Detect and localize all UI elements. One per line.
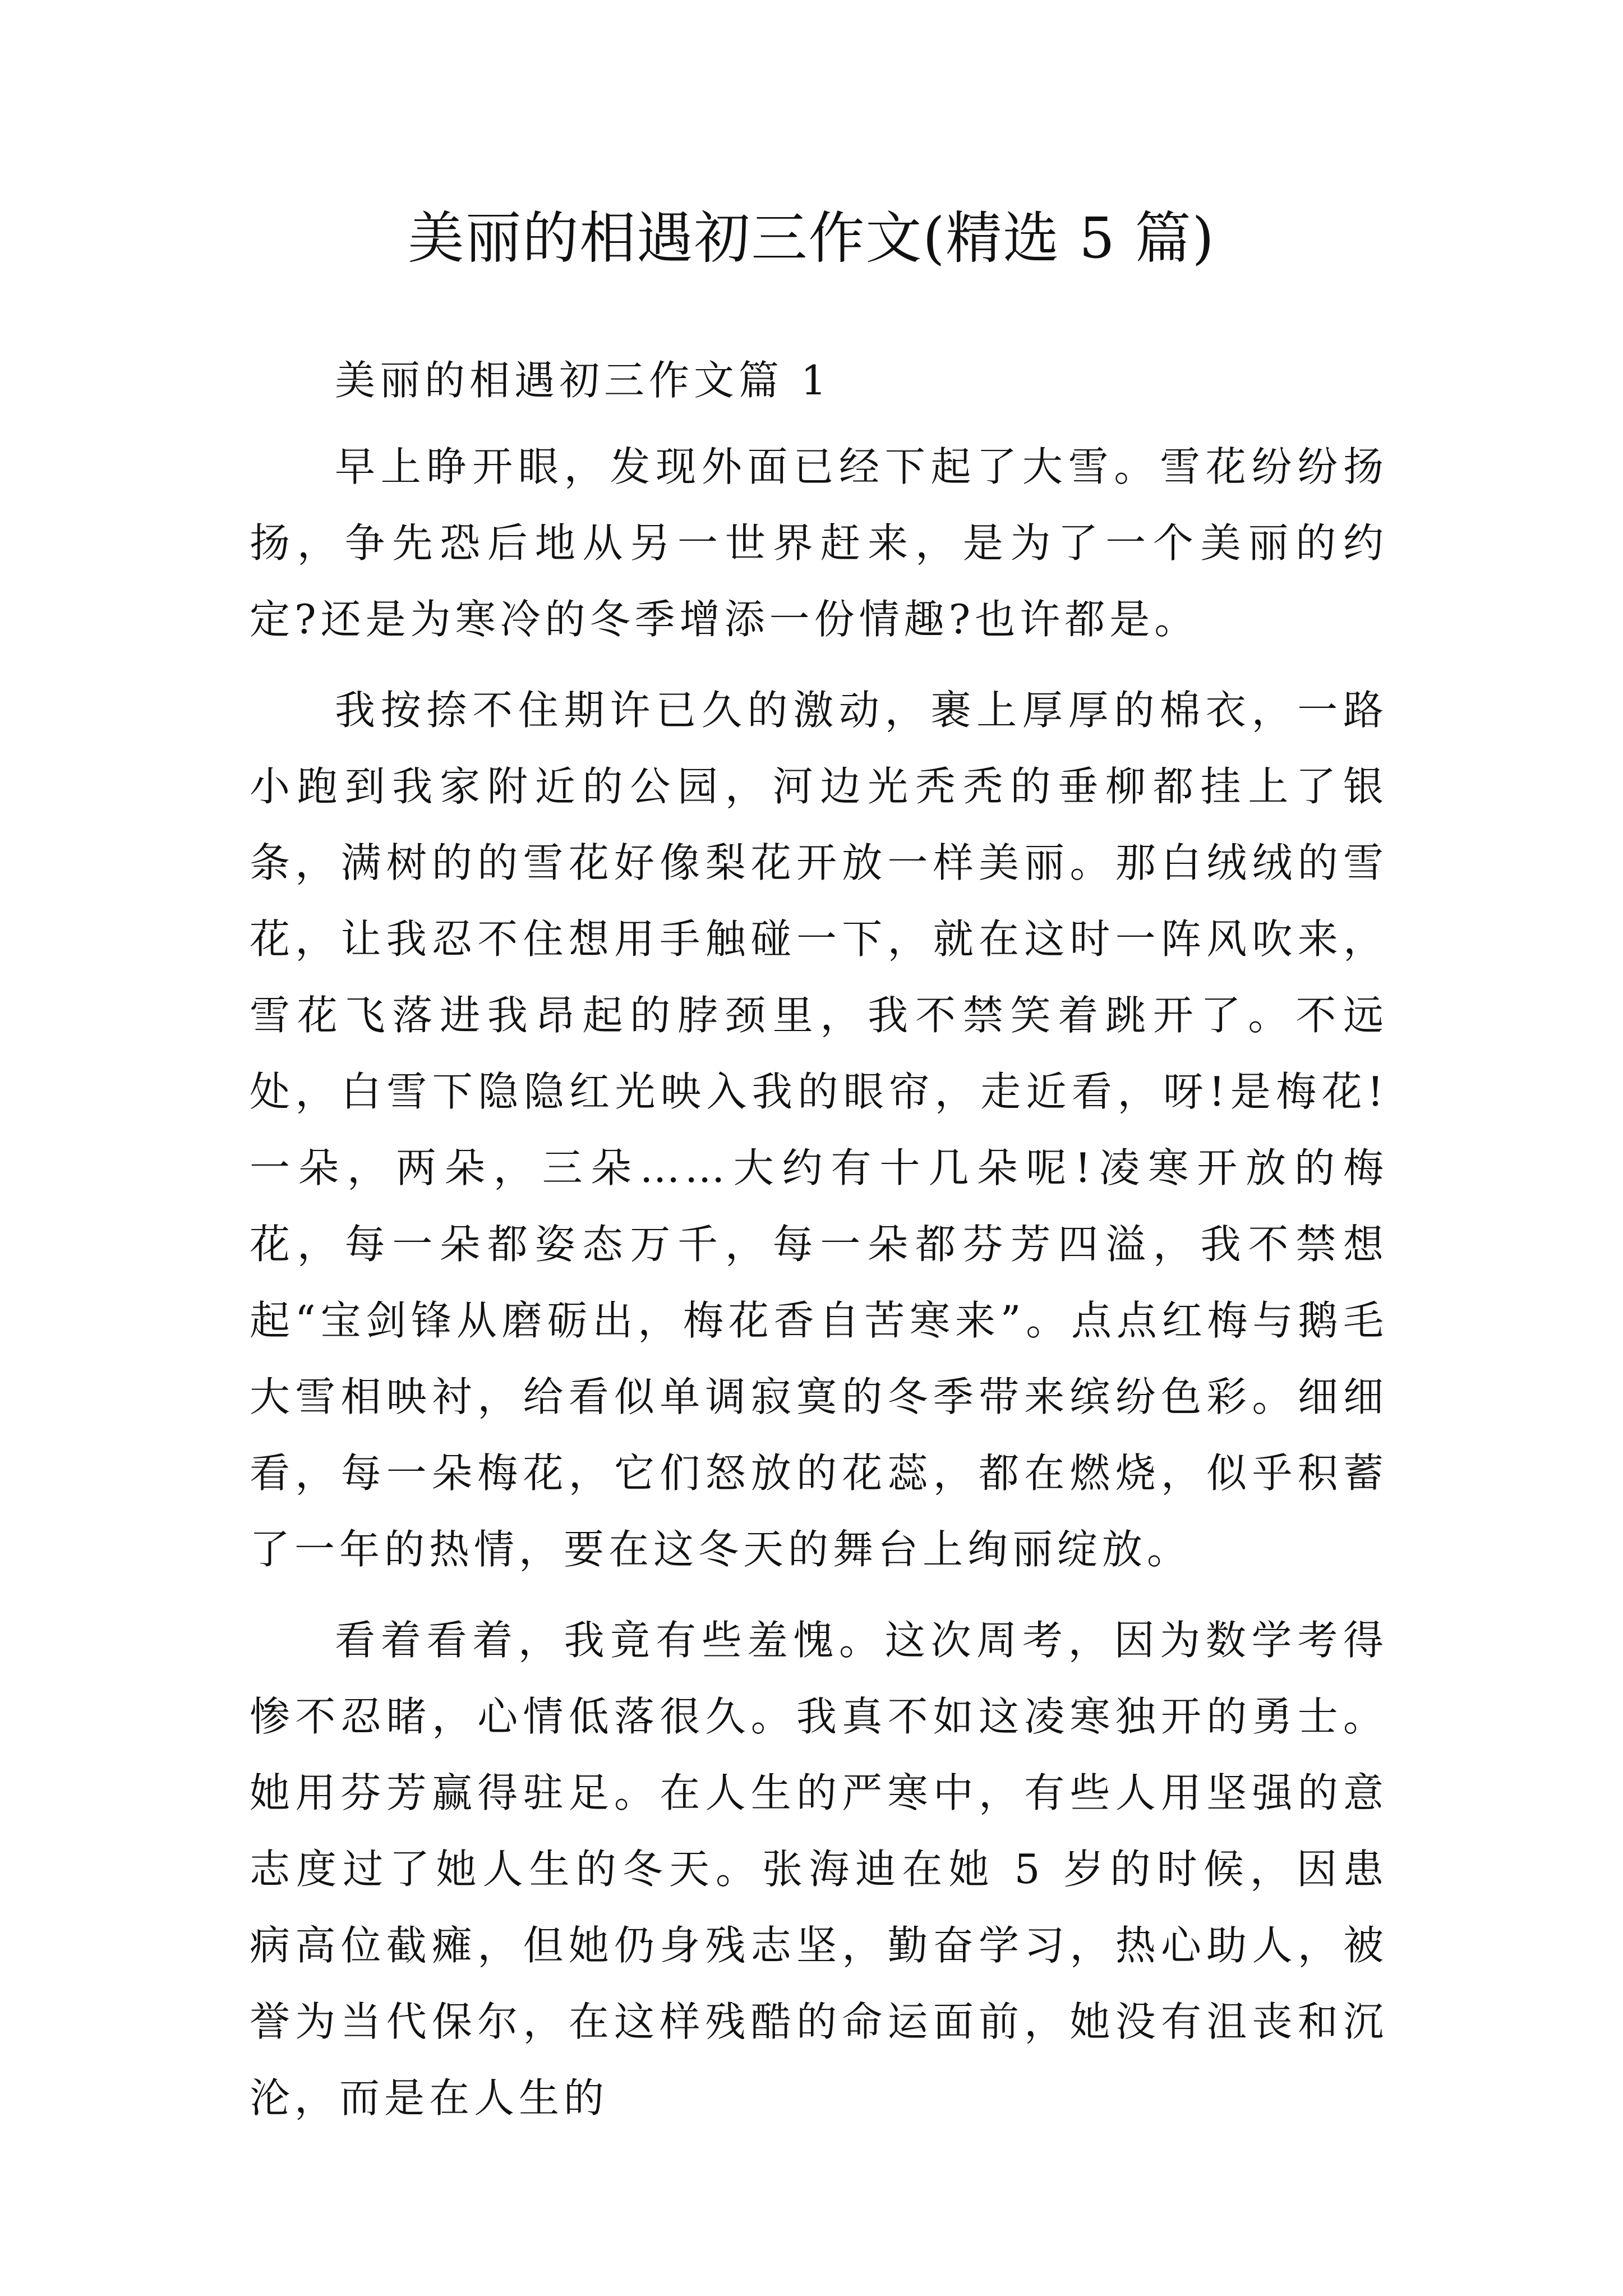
document-body [250, 342, 1388, 2151]
section-heading: 美丽的相遇初三作文篇 1 [335, 357, 831, 404]
paragraph-2: 我按捺不住期许已久的激动，裹上厚厚的棉衣，一路小跑到我家附近的公园，河边光秃秃的垂柳都挂上了银条，满树的的雪花好像梨花开放一样美丽。那白绒绒的雪花，让我忍不住想用手触碰一下，就在这时一阵风吹来，雪花飞落进我昂起的脖颈里，我不禁笑着跳开了。不远处，白雪下隐隐红光映入我的眼帘，走近看，呀!是梅花!一朵，两朵，三朵……大约有十几朵呢!凌寒开放的梅花，每一朵都姿态万千，每一朵都芬芳四溢，我不禁想起“宝剑锋从磨砺出，梅花香自苦寒来”。点点红梅与鹅毛大雪相映衬，给看似单调寂寞的冬季带来缤纷色彩。细细看，每一朵梅花，它们怒放的花蕊，都在燃烧，似乎积蓄了一年的热情，要在这冬天的舞台上绚丽绽放。 [250, 687, 1388, 1573]
paragraph-1: 早上睁开眼，发现外面已经下起了大雪。雪花纷纷扬扬，争先恐后地从另一世界赶来，是为了一个美丽的约定?还是为寒冷的冬季增添一份情趣?也许都是。 [250, 443, 1388, 643]
paragraph-3: 看着看着，我竟有些羞愧。这次周考，因为数学考得惨不忍睹，心情低落很久。我真不如这凌寒独开的勇士。她用芬芳赢得驻足。在人生的严寒中，有些人用坚强的意志度过了她人生的冬天。张海迪在她 5 岁的时候，因患病高位截瘫，但她仍身残志坚，勤奋学习，热心助人，被誉为当代保尔，在这样残酷的命运面前，她没有沮丧和沉沦，而是在人生的 [250, 1617, 1388, 2122]
document-title: 美丽的相遇初三作文(精选 5 篇) [408, 205, 1215, 271]
